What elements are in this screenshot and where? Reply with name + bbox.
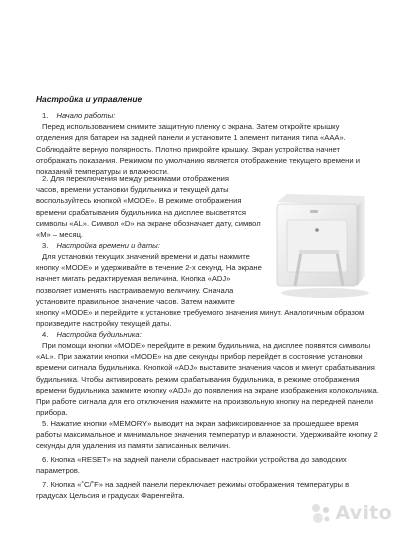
section-4-line: времени будильника зажмите кнопку «ADJ» до появления на экране изображения колокольчика. (36, 385, 379, 395)
section-1-line: Перед использованием снимите защитную пленку с экрана. Затем откройте крышку (42, 122, 340, 132)
section-1-heading: Начало работы: (56, 111, 116, 120)
section-3-heading-row (36, 240, 270, 251)
section-5-line: секунды для удаления из памяти записанных величин. (36, 441, 231, 451)
section-1 (36, 110, 372, 177)
section-6-line: параметров. (36, 466, 81, 476)
section-3-line: Для установки текущих значений времени и даты нажмите (42, 252, 250, 261)
section-6-line: 6. Кнопка «RESET» на задней панели сбрасывает настройки устройства до заводских (42, 455, 347, 464)
section-7-line: градусах Цельсия и градусах Фаренгейта. (36, 491, 185, 501)
section-3-line: установите правильное значение часов. Затем нажмите (36, 296, 235, 306)
section-1-number: 1. (42, 111, 49, 120)
section-5-line: работы максимальное и минимальное значения температур и влажности. Удерживайте кнопку 2 (36, 430, 378, 440)
avito-watermark (310, 502, 392, 524)
section-2-line: часов, времени установки будильника и текущей даты (36, 185, 229, 195)
section-2-line: «M» – месяц. (36, 230, 84, 240)
clock-device-image (265, 190, 375, 300)
page-title: Настройка и управление (36, 94, 143, 104)
section-1-line: Соблюдайте верную полярность. Плотно прикройте крышку. Экран устройства начнет (36, 144, 341, 154)
section-3-line: кнопку «MODE» и перейдите к установке требуемого значения минут. Аналогичным образом (36, 308, 365, 318)
section-5 (36, 418, 378, 452)
section-4-line: времени сигнала будильника. Кнопкой «ADJ» выставите значения часов и минут срабатывания (36, 363, 375, 373)
section-4-line: При работе сигнала для его отключения нажмите на произвольную кнопку на передней панели (36, 397, 373, 407)
section-2 (36, 173, 264, 240)
section-4-number: 4. (42, 330, 49, 339)
section-7-line: 7. Кнопка «˚C/˚F» на задней панели переключает режимы отображения температуры в (42, 480, 350, 489)
section-4-line: При помощи кнопки «MODE» перейдите в режим будильника, на дисплее появятся символы (42, 341, 371, 350)
section-7 (36, 479, 372, 501)
section-1-line: показаний температуры и влажности. (36, 167, 169, 177)
section-3-number: 3. (42, 241, 49, 250)
section-3-line: позволяет изменять настраиваемую величину. Сначала (36, 285, 234, 295)
section-2-line: символы «AL». Символ «D» на экране обозначает дату, символ (36, 218, 261, 228)
section-5-line: 5. Нажатие кнопки «MEMORY» выводит на экран зафиксированное за прошедшее время (42, 419, 359, 428)
section-3-line: произведите настройку текущей даты. (36, 319, 172, 329)
clock-device-icon (265, 190, 375, 300)
section-1-line: отделения для батареи на задней панели и установите 1 элемент питания типа «AAA». (36, 133, 346, 143)
section-4 (36, 340, 379, 418)
section-3-line: кнопку «MODE» и удерживайте в течение 2-х секунд. На экране (36, 263, 262, 273)
avito-logo-icon (310, 502, 332, 524)
section-6 (36, 454, 372, 476)
section-4-line: будильника. Чтобы активировать режим срабатывания будильника, в режиме отображения (36, 374, 360, 384)
section-4-line: прибора. (36, 408, 68, 418)
section-3-line: начнет мигать редактируемая величина. Кнопка «ADJ» (36, 274, 231, 284)
section-2-line: времени срабатывания будильника на дисплее высветятся (36, 207, 246, 217)
section-1-line: отображать показания. Режимом по умолчанию является отображение текущего времени и (36, 155, 360, 165)
watermark-text: Avito (335, 502, 392, 524)
section-2-line: воспользуйтесь кнопкой «MODE». В режиме отображения (36, 196, 242, 206)
section-4-line: «AL». При зажатии кнопки «MODE» на две секунды прибор перейдет в состояние установки (36, 352, 363, 362)
section-3-heading: Настройка времени и даты: (56, 241, 160, 250)
section-4-heading-row (36, 329, 270, 340)
section-4-heading: Настройка будильника: (56, 330, 142, 339)
section-2-line: 2. Для переключения между режимами отображения (42, 174, 230, 183)
